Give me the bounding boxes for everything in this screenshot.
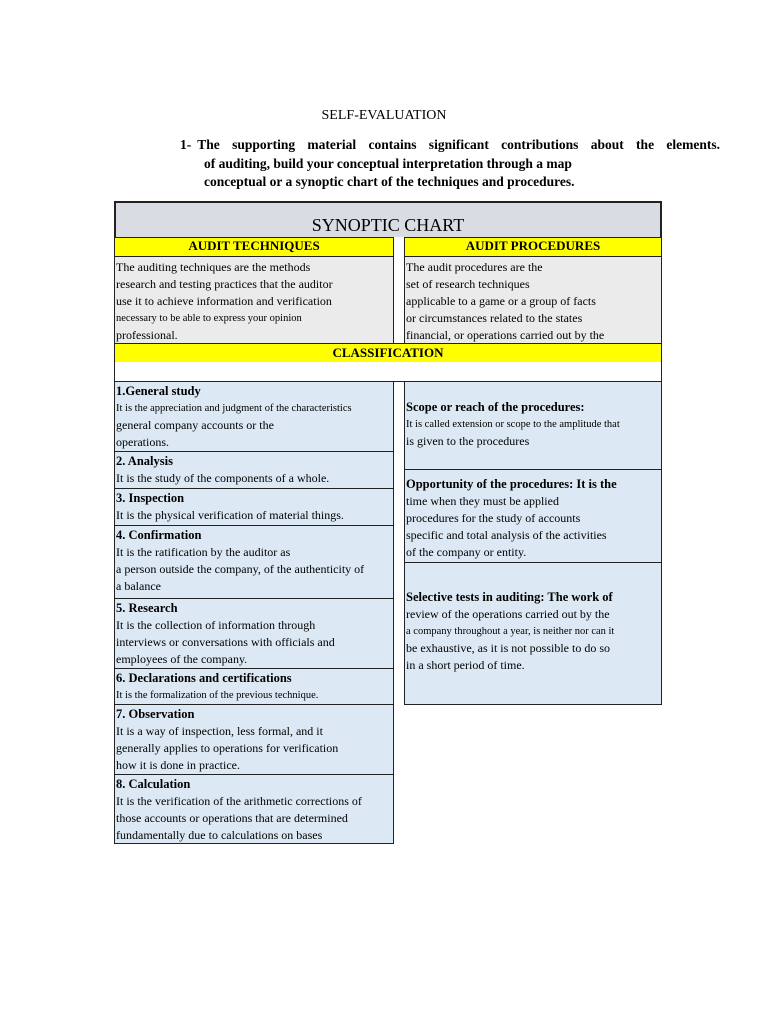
technique-line: a person outside the company, of the authenticity of — [116, 562, 365, 576]
technique-line: fundamentally due to calculations on bases — [116, 828, 323, 842]
procedure-scope — [404, 381, 662, 470]
procedure-line: is given to the procedures — [406, 434, 530, 448]
desc-line: necessary to be able to express your opinion — [116, 313, 302, 324]
technique-title: 6. Declarations and certifications — [116, 671, 292, 685]
procedure-selective-tests — [404, 562, 662, 705]
technique-line: It is a way of inspection, less formal, and it — [116, 724, 323, 738]
procedure-title: Selective tests in auditing: The work of — [406, 590, 613, 604]
technique-inspection — [114, 488, 394, 526]
desc-line: The audit procedures are the — [406, 260, 543, 274]
procedure-line: It is called extension or scope to the amplitude that — [406, 419, 620, 430]
desc-line: applicable to a game or a group of facts — [406, 294, 596, 308]
desc-line: The auditing techniques are the methods — [116, 260, 311, 274]
technique-line: It is the formalization of the previous technique. — [116, 690, 319, 701]
technique-line: operations. — [116, 435, 169, 449]
desc-line: financial, or operations carried out by the — [406, 328, 605, 342]
procedure-title: Opportunity of the procedures: It is the — [406, 477, 617, 491]
procedure-line: be exhaustive, as it is not possible to do so — [406, 641, 610, 655]
technique-line: those accounts or operations that are determined — [116, 811, 348, 825]
procedure-line: a company throughout a year, is neither nor can it — [406, 626, 615, 637]
technique-line: interviews or conversations with officials and — [116, 635, 335, 649]
technique-title: 4. Confirmation — [116, 528, 202, 542]
technique-line: general company accounts or the — [116, 418, 274, 432]
techniques-header: AUDIT TECHNIQUES — [114, 237, 394, 257]
question-number: 1- — [180, 137, 192, 152]
procedure-line: review of the operations carried out by the — [406, 607, 610, 621]
question-line-2: of auditing, build your conceptual interpretation through a map — [204, 155, 572, 171]
technique-title: 3. Inspection — [116, 491, 185, 505]
procedure-line: in a short period of time. — [406, 658, 525, 672]
technique-line: It is the collection of information through — [116, 618, 316, 632]
classification-spacer — [114, 362, 662, 382]
technique-line: It is the study of the components of a whole. — [116, 471, 330, 485]
technique-observation — [114, 704, 394, 775]
technique-line: generally applies to operations for verification — [116, 741, 339, 755]
technique-title: 8. Calculation — [116, 777, 191, 791]
procedure-line: specific and total analysis of the activities — [406, 528, 607, 542]
technique-line: employees of the company. — [116, 652, 248, 666]
technique-declarations — [114, 668, 394, 705]
classification-bar: CLASSIFICATION — [114, 343, 662, 363]
procedure-title: Scope or reach of the procedures: — [406, 400, 585, 414]
chart-title: SYNOPTIC CHART — [114, 201, 662, 239]
procedures-header: AUDIT PROCEDURES — [404, 237, 662, 257]
desc-line: research and testing practices that the auditor — [116, 277, 333, 291]
procedure-line: procedures for the study of accounts — [406, 511, 581, 525]
technique-line: It is the physical verification of material things. — [116, 508, 344, 522]
technique-line: It is the ratification by the auditor as — [116, 545, 291, 559]
procedures-description — [404, 256, 662, 344]
procedure-line: of the company or entity. — [406, 545, 527, 559]
desc-line: or circumstances related to the states — [406, 311, 583, 325]
technique-research — [114, 598, 394, 669]
technique-title: 2. Analysis — [116, 454, 173, 468]
page-heading: SELF-EVALUATION — [321, 108, 447, 123]
technique-general-study — [114, 381, 394, 452]
procedure-opportunity — [404, 469, 662, 563]
technique-title: 5. Research — [116, 601, 178, 615]
technique-title: 7. Observation — [116, 707, 195, 721]
technique-title: 1.General study — [116, 384, 201, 398]
technique-line: It is the appreciation and judgment of the characteristics — [116, 403, 352, 414]
technique-confirmation — [114, 525, 394, 599]
question-line-3: conceptual or a synoptic chart of the techniques and procedures. — [204, 174, 575, 189]
techniques-description — [114, 256, 394, 344]
desc-line: professional. — [116, 328, 178, 342]
desc-line: set of research techniques — [406, 277, 530, 291]
technique-analysis — [114, 451, 394, 489]
technique-line: It is the verification of the arithmetic corrections of — [116, 794, 362, 808]
desc-line: use it to achieve information and verification — [116, 294, 332, 308]
procedure-line: time when they must be applied — [406, 494, 559, 508]
question-line-1: The supporting material contains significant contributions about the elements. — [197, 137, 720, 152]
technique-calculation — [114, 774, 394, 844]
technique-line: how it is done in practice. — [116, 758, 240, 772]
question-block — [180, 136, 720, 192]
technique-line: a balance — [116, 579, 161, 593]
